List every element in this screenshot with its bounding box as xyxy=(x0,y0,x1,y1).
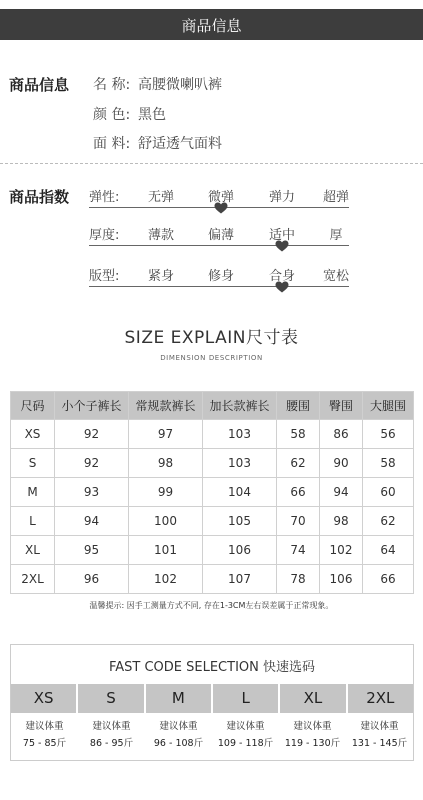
section-divider xyxy=(0,163,423,164)
weight-label: 建议体重 xyxy=(25,721,64,732)
size-table-cell: 94 xyxy=(55,507,129,536)
size-table-cell: 103 xyxy=(203,449,277,478)
fast-code-size: XL xyxy=(280,684,347,713)
size-table-header-row xyxy=(11,392,414,420)
fast-code-sizes xyxy=(11,684,413,713)
heart-marker-icon xyxy=(214,202,228,214)
size-table-cell: XL xyxy=(11,536,55,565)
fast-code-weight xyxy=(11,718,78,752)
size-table-cell: 92 xyxy=(55,420,129,449)
size-table-header-cell: 小个子裤长 xyxy=(55,392,129,420)
size-table-cell: 90 xyxy=(320,449,363,478)
size-table-cell: 102 xyxy=(320,536,363,565)
fast-code-weight xyxy=(212,718,279,752)
fast-code-box xyxy=(10,644,414,761)
size-table-cell: 99 xyxy=(129,478,203,507)
fast-code-weight xyxy=(78,718,145,752)
size-table-cell: 106 xyxy=(320,565,363,594)
index-option: 合身 xyxy=(268,269,295,284)
size-table-header-cell: 腰围 xyxy=(277,392,320,420)
size-table-cell: 66 xyxy=(363,565,414,594)
size-table-cell: 105 xyxy=(203,507,277,536)
size-table-cell: 98 xyxy=(320,507,363,536)
size-table-cell: 95 xyxy=(55,536,129,565)
fast-code-weight xyxy=(346,718,413,752)
size-table-row xyxy=(11,507,414,536)
size-table-cell: 62 xyxy=(363,507,414,536)
measurement-note: 温馨提示: 因手工测量方式不同, 存在1-3CM左右误差属于正常现象。 xyxy=(89,601,334,610)
index-option: 厚 xyxy=(329,228,343,243)
size-table-row xyxy=(11,478,414,507)
weight-range: 109 - 118斤 xyxy=(217,738,274,749)
size-table-cell: S xyxy=(11,449,55,478)
index-scale-line xyxy=(89,286,349,287)
fast-code-weight xyxy=(145,718,212,752)
size-table-cell: 94 xyxy=(320,478,363,507)
weight-range: 96 - 108斤 xyxy=(153,738,204,749)
index-option: 微弹 xyxy=(207,190,234,205)
size-table-cell: 60 xyxy=(363,478,414,507)
size-table-cell: 70 xyxy=(277,507,320,536)
size-table-header-cell: 尺码 xyxy=(11,392,55,420)
size-table-cell: 62 xyxy=(277,449,320,478)
header-arrow xyxy=(206,31,216,38)
size-table-subtitle: DIMENSION DESCRIPTION xyxy=(160,354,263,362)
size-table-title: SIZE EXPLAIN尺寸表 xyxy=(124,328,299,348)
size-table-cell: M xyxy=(11,478,55,507)
index-option: 紧身 xyxy=(147,269,174,284)
index-option: 薄款 xyxy=(147,228,174,243)
fast-code-size: XS xyxy=(11,684,78,713)
index-scale-line xyxy=(89,245,349,246)
size-table-cell: 107 xyxy=(203,565,277,594)
size-table-header-cell: 大腿围 xyxy=(363,392,414,420)
heart-marker-icon xyxy=(275,281,289,293)
size-table-cell: XS xyxy=(11,420,55,449)
size-table-cell: 2XL xyxy=(11,565,55,594)
fast-code-title: FAST CODE SELECTION 快速选码 xyxy=(108,660,316,675)
product-color-value: 黑色 xyxy=(138,107,166,123)
weight-label: 建议体重 xyxy=(226,721,265,732)
weight-range: 86 - 95斤 xyxy=(89,738,134,749)
fast-code-size: 2XL xyxy=(348,684,413,713)
index-row-label: 厚度: xyxy=(89,228,120,243)
weight-range: 119 - 130斤 xyxy=(284,738,341,749)
product-index-label: 商品指数 xyxy=(9,188,70,206)
fast-code-size: M xyxy=(146,684,213,713)
product-color-key: 颜 色: xyxy=(93,107,131,123)
index-option: 超弹 xyxy=(322,190,349,205)
index-row-label: 版型: xyxy=(89,269,120,284)
product-name-value: 高腰微喇叭裤 xyxy=(138,77,222,93)
size-table-cell: 104 xyxy=(203,478,277,507)
weight-label: 建议体重 xyxy=(159,721,198,732)
product-name-row xyxy=(93,74,222,94)
size-table-cell: 101 xyxy=(129,536,203,565)
size-table-row xyxy=(11,565,414,594)
size-table-cell: 58 xyxy=(277,420,320,449)
size-table-cell: L xyxy=(11,507,55,536)
index-option: 适中 xyxy=(268,228,295,243)
size-table xyxy=(10,391,414,594)
product-fabric-row xyxy=(93,133,222,153)
size-table-cell: 64 xyxy=(363,536,414,565)
index-option: 无弹 xyxy=(147,190,174,205)
fast-code-weights xyxy=(11,718,413,752)
product-color-row xyxy=(93,104,166,124)
size-table-cell: 93 xyxy=(55,478,129,507)
size-table-cell: 100 xyxy=(129,507,203,536)
size-table-header-cell: 常规款裤长 xyxy=(129,392,203,420)
size-table-header-cell: 臀围 xyxy=(320,392,363,420)
index-option: 宽松 xyxy=(322,269,349,284)
product-name-key: 名 称: xyxy=(93,77,131,93)
fast-code-size: S xyxy=(78,684,145,713)
size-table-cell: 98 xyxy=(129,449,203,478)
header-title: 商品信息 xyxy=(181,17,242,35)
size-table-cell: 97 xyxy=(129,420,203,449)
size-table-cell: 74 xyxy=(277,536,320,565)
weight-range: 131 - 145斤 xyxy=(351,738,408,749)
size-table-cell: 102 xyxy=(129,565,203,594)
size-table-cell: 66 xyxy=(277,478,320,507)
size-table-header-cell: 加长款裤长 xyxy=(203,392,277,420)
weight-label: 建议体重 xyxy=(92,721,131,732)
product-fabric-value: 舒适透气面料 xyxy=(138,136,222,152)
size-table-cell: 92 xyxy=(55,449,129,478)
size-table-cell: 86 xyxy=(320,420,363,449)
size-table-cell: 103 xyxy=(203,420,277,449)
index-row-label: 弹性: xyxy=(89,190,120,205)
fast-code-size: L xyxy=(213,684,280,713)
size-table-cell: 58 xyxy=(363,449,414,478)
product-info-label: 商品信息 xyxy=(9,76,70,94)
index-option: 偏薄 xyxy=(207,228,234,243)
product-fabric-key: 面 料: xyxy=(93,136,131,152)
heart-marker-icon xyxy=(275,240,289,252)
size-table-cell: 56 xyxy=(363,420,414,449)
weight-range: 75 - 85斤 xyxy=(22,738,67,749)
size-table-row xyxy=(11,420,414,449)
weight-label: 建议体重 xyxy=(360,721,399,732)
size-table-row xyxy=(11,449,414,478)
size-table-cell: 106 xyxy=(203,536,277,565)
weight-label: 建议体重 xyxy=(293,721,332,732)
size-table-cell: 96 xyxy=(55,565,129,594)
fast-code-weight xyxy=(279,718,346,752)
index-option: 修身 xyxy=(207,269,234,284)
size-table-cell: 78 xyxy=(277,565,320,594)
size-table-row xyxy=(11,536,414,565)
index-option: 弹力 xyxy=(268,190,295,205)
